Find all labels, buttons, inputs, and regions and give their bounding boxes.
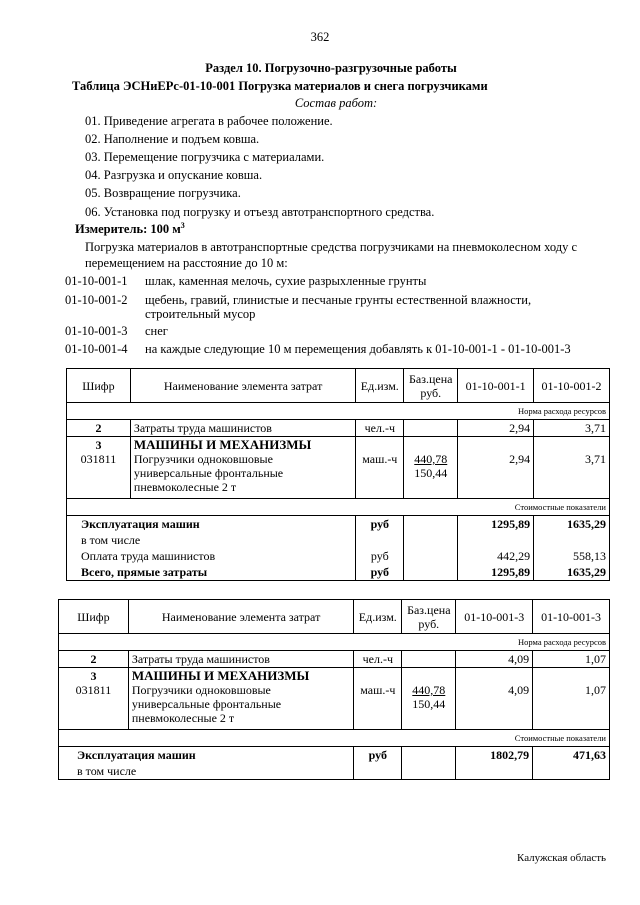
- header-name: Наименование элемента затрат: [130, 369, 355, 403]
- cost-table-1: [66, 368, 610, 581]
- header-unit: Ед.изм.: [354, 600, 402, 634]
- work-item: 06. Установка под погрузку и отъезд автотранспортного средства.: [85, 205, 435, 219]
- labor-unit: чел.-ч: [356, 420, 404, 437]
- total-value-a: 1295,89: [458, 564, 534, 581]
- exploitation-value-b: 1635,29: [534, 516, 610, 533]
- header-price: Баз.цена руб.: [402, 600, 456, 634]
- code-text: щебень, гравий, глинистые и песчаные грунты естественной влажности,: [145, 293, 532, 307]
- machine-value-b: 3,71: [534, 437, 610, 499]
- cost-table-2: [58, 599, 610, 780]
- work-item: 03. Перемещение погрузчика с материалами.: [85, 150, 325, 164]
- machinist-pay-value-b: 558,13: [534, 548, 610, 564]
- cost-label: Стоимостные показатели: [59, 730, 610, 747]
- labor-value-a: 4,09: [456, 651, 533, 668]
- total-label: Всего, прямые затраты: [67, 564, 356, 581]
- machine-unit: маш.-ч: [354, 668, 402, 730]
- work-item: 01. Приведение агрегата в рабочее положение.: [85, 114, 333, 128]
- machinist-pay-value-a: 442,29: [458, 548, 534, 564]
- description-line: перемещением на расстояние до 10 м:: [85, 256, 288, 270]
- work-item: 04. Разгрузка и опускание ковша.: [85, 168, 263, 182]
- exploitation-value-b: 471,63: [533, 747, 610, 764]
- machine-name-cell: МАШИНЫ И МЕХАНИЗМЫ Погрузчики одноковшовые универсальные фронтальные пневмоколесные 2 т: [128, 668, 353, 730]
- exploitation-unit: руб: [354, 747, 402, 764]
- exploitation-unit: руб: [356, 516, 404, 533]
- footer-region: Калужская область: [517, 852, 607, 864]
- total-unit: руб: [356, 564, 404, 581]
- labor-name: Затраты труда машинистов: [128, 651, 353, 668]
- labor-unit: чел.-ч: [354, 651, 402, 668]
- work-item: 02. Наполнение и подъем ковша.: [85, 132, 260, 146]
- header-col-b: 01-10-001-3: [533, 600, 610, 634]
- labor-num: 2: [59, 651, 129, 668]
- code-text: строительный мусор: [145, 307, 256, 321]
- machine-value-b: 1,07: [533, 668, 610, 730]
- table-title: Таблица ЭСНиЕРс-01-10-001 Погрузка материалов и снега погрузчиками: [72, 79, 488, 93]
- header-price: Баз.цена руб.: [404, 369, 458, 403]
- header-col-a: 01-10-001-3: [456, 600, 533, 634]
- meter-label: Измеритель: 100 $м^3$: [75, 221, 185, 237]
- machine-unit: маш.-ч: [356, 437, 404, 499]
- machine-value-a: 2,94: [458, 437, 534, 499]
- total-value-b: 1635,29: [534, 564, 610, 581]
- machine-name-cell: МАШИНЫ И МЕХАНИЗМЫ Погрузчики одноковшовые универсальные фронтальные пневмоколесные 2 т: [130, 437, 355, 499]
- machine-value-a: 4,09: [456, 668, 533, 730]
- code-text: снег: [145, 324, 168, 338]
- code-label: 01-10-001-4: [65, 342, 128, 356]
- code-text: на каждые следующие 10 м перемещения добавлять к 01-10-001-1 - 01-10-001-3: [145, 342, 571, 356]
- code-label: 01-10-001-1: [65, 274, 128, 288]
- header-col-a: 01-10-001-1: [458, 369, 534, 403]
- header-col-b: 01-10-001-2: [534, 369, 610, 403]
- code-text: шлак, каменная мелочь, сухие разрыхленные грунты: [145, 274, 427, 288]
- cost-label: Стоимостные показатели: [67, 499, 610, 516]
- exploitation-value-a: 1295,89: [458, 516, 534, 533]
- code-label: 01-10-001-3: [65, 324, 128, 338]
- page-number: 362: [310, 30, 330, 44]
- exploitation-value-a: 1802,79: [456, 747, 533, 764]
- code-label: 01-10-001-2: [65, 293, 128, 307]
- machinist-pay-label: Оплата труда машинистов: [67, 548, 356, 564]
- norm-label: Норма расхода ресурсов: [59, 634, 610, 651]
- exploitation-label: Эксплуатация машин: [59, 747, 354, 764]
- machinist-pay-unit: руб: [356, 548, 404, 564]
- section-title: Раздел 10. Погрузочно-разгрузочные работы: [205, 61, 457, 75]
- machine-price: 440,78 150,44: [404, 437, 458, 499]
- header-code: Шифр: [59, 600, 129, 634]
- header-code: Шифр: [67, 369, 131, 403]
- labor-name: Затраты труда машинистов: [130, 420, 355, 437]
- header-unit: Ед.изм.: [356, 369, 404, 403]
- labor-value-b: 1,07: [533, 651, 610, 668]
- norm-label: Норма расхода ресурсов: [67, 403, 610, 420]
- machine-code-cell: 3 031811: [67, 437, 131, 499]
- including-label: в том числе: [59, 763, 354, 780]
- machine-code-cell: 3 031811: [59, 668, 129, 730]
- labor-num: 2: [67, 420, 131, 437]
- description-line: Погрузка материалов в автотранспортные средства погрузчиками на пневмоколесном ходу с: [85, 240, 578, 254]
- labor-value-a: 2,94: [458, 420, 534, 437]
- work-item: 05. Возвращение погрузчика.: [85, 186, 241, 200]
- including-label: в том числе: [67, 532, 356, 548]
- labor-value-b: 3,71: [534, 420, 610, 437]
- header-name: Наименование элемента затрат: [128, 600, 353, 634]
- work-heading: Состав работ:: [294, 96, 378, 110]
- exploitation-label: Эксплуатация машин: [67, 516, 356, 533]
- machine-price: 440,78 150,44: [402, 668, 456, 730]
